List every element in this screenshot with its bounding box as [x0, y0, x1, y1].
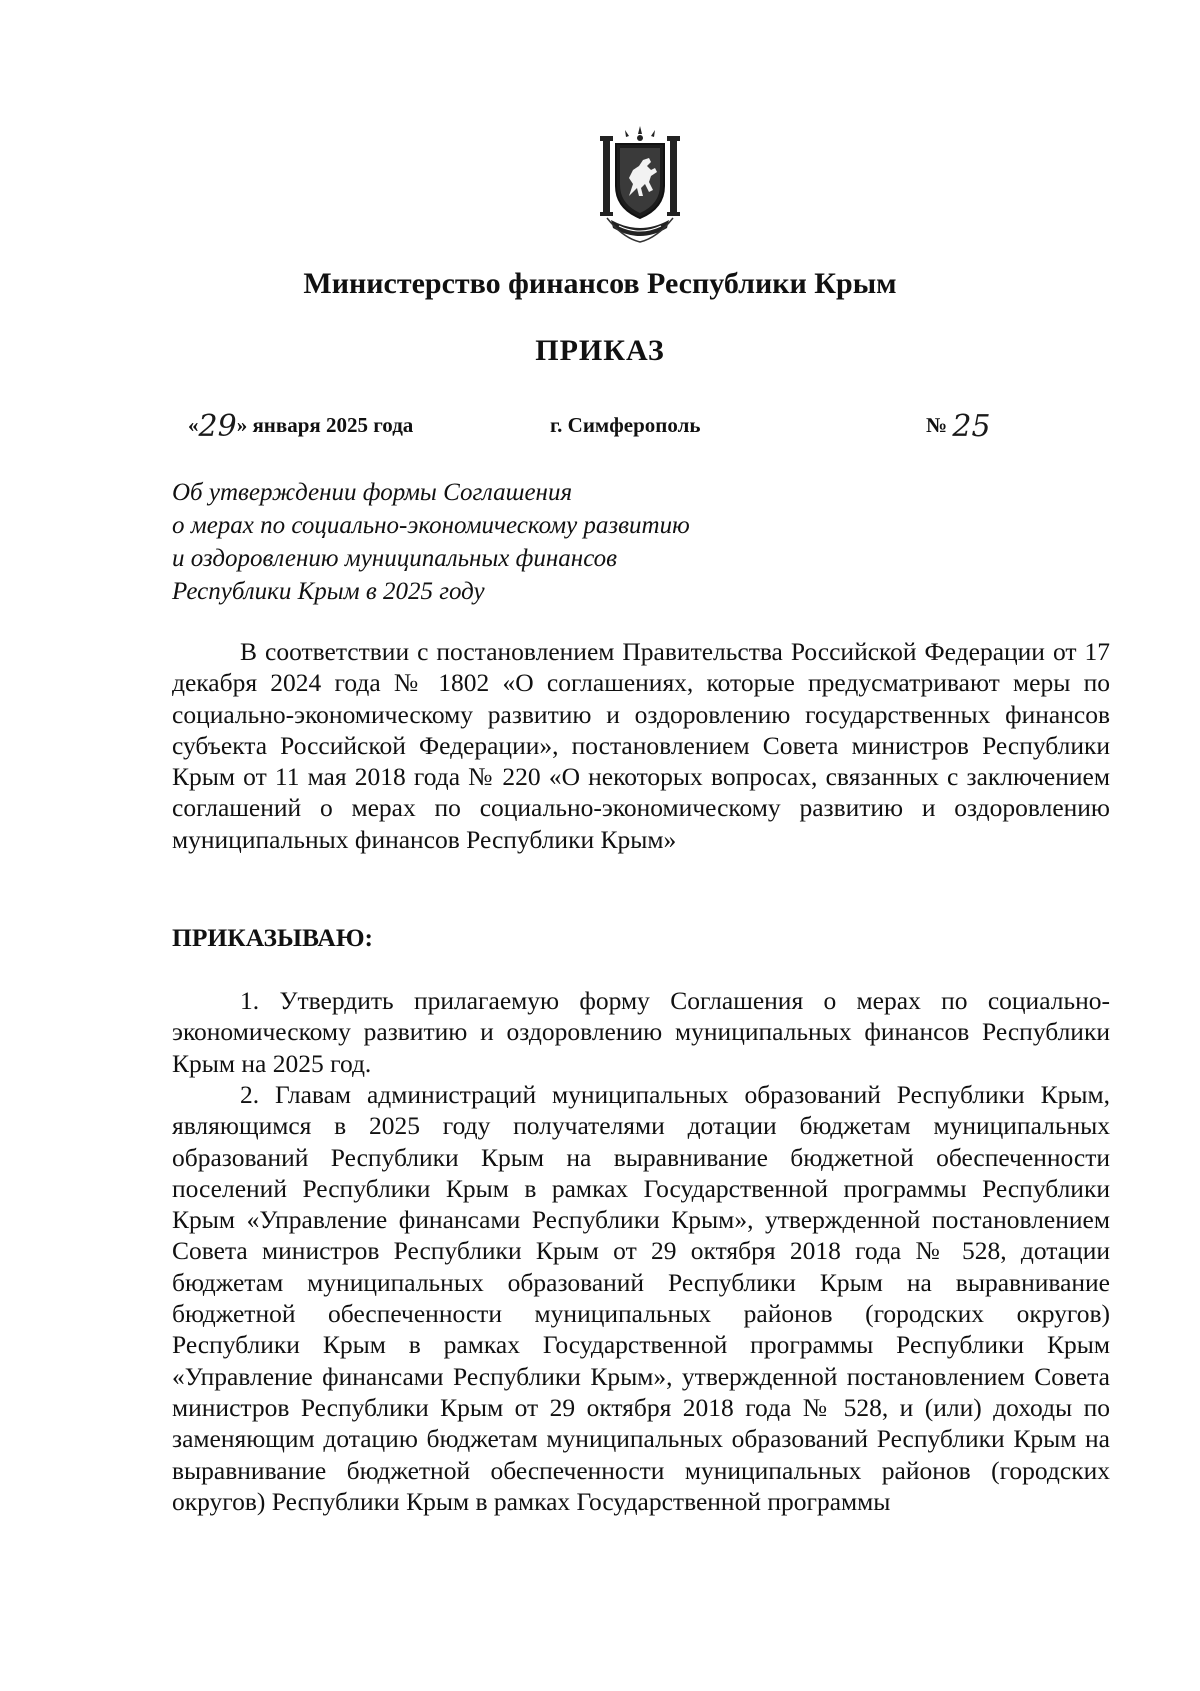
- ministry-title: Министерство финансов Республики Крым: [303, 267, 897, 300]
- number-handwritten: 25: [952, 409, 991, 445]
- order-item-1: 1. Утвердить прилагаемую форму Соглашения о мерах по социально-экономическому развитию и оздоровлению муниципальных финансов Республики Крым на 2025 год.: [172, 986, 1110, 1078]
- document-city: г. Симферополь: [550, 413, 701, 437]
- number-label: №: [926, 413, 948, 437]
- order-item-2: 2. Главам администраций муниципальных образований Республики Крым, являющимся в 2025 году получателями дотации бюджетам муниципальных образований Республики Крым на выравнивание бюджетной обеспеченности поселений Республики Крым в рамках Государственной программы Республики Крым «Управление финансами Республики Крым», утвержденной постановлением Совета министров Республики Крым от 29 октября 2018 года № 528, дотации бюджетам муниципальных образований Республики Крым на выравнивание бюджетной обеспеченности муниципальных районов (городских округов) Республики Крым в рамках Государственной программы Республики Крым «Управление финансами Республики Крым», утвержденной постановлением Совета министров Республики Крым от 29 октября 2018 года № 528, и (или) доходы по заменяющим дотацию бюджетам муниципальных образований Республики Крым на выравнивание бюджетной обеспеченности муниципальных районов (городских округов) Республики Крым в рамках Государственной программы: [172, 1080, 1110, 1516]
- subject-line: Об утверждении формы Соглашения: [172, 479, 573, 506]
- subject-line: Республики Крым в 2025 году: [172, 578, 485, 605]
- document-number: [926, 405, 991, 447]
- document-type-title: ПРИКАЗ: [535, 334, 665, 367]
- document-subject: [172, 476, 872, 608]
- date-month-year: » января 2025 года: [236, 413, 414, 437]
- intro-paragraph: В соответствии с постановлением Правительства Российской Федерации от 17 декабря 2024 года № 1802 «О соглашениях, которые предусматривают меры по социально-экономическому развитию и оздоровлению государственных финансов субъекта Российской Федерации», постановлением Совета министров Республики Крым от 11 мая 2018 года № 220 «О некоторых вопросах, связанных с заключением соглашений о мерах по социально-экономическому развитию и оздоровлению муниципальных финансов Республики Крым»: [172, 637, 1110, 854]
- date-open-quote: «: [188, 413, 199, 437]
- subject-line: и оздоровлению муниципальных финансов: [172, 545, 618, 572]
- order-directive-heading: ПРИКАЗЫВАЮ:: [172, 923, 374, 952]
- document-date: [188, 405, 413, 447]
- coat-of-arms-emblem: [593, 126, 687, 248]
- document-meta-row: [0, 405, 1200, 445]
- subject-line: о мерах по социально-экономическому развитию: [172, 512, 690, 539]
- date-day-handwritten: 29: [198, 409, 237, 445]
